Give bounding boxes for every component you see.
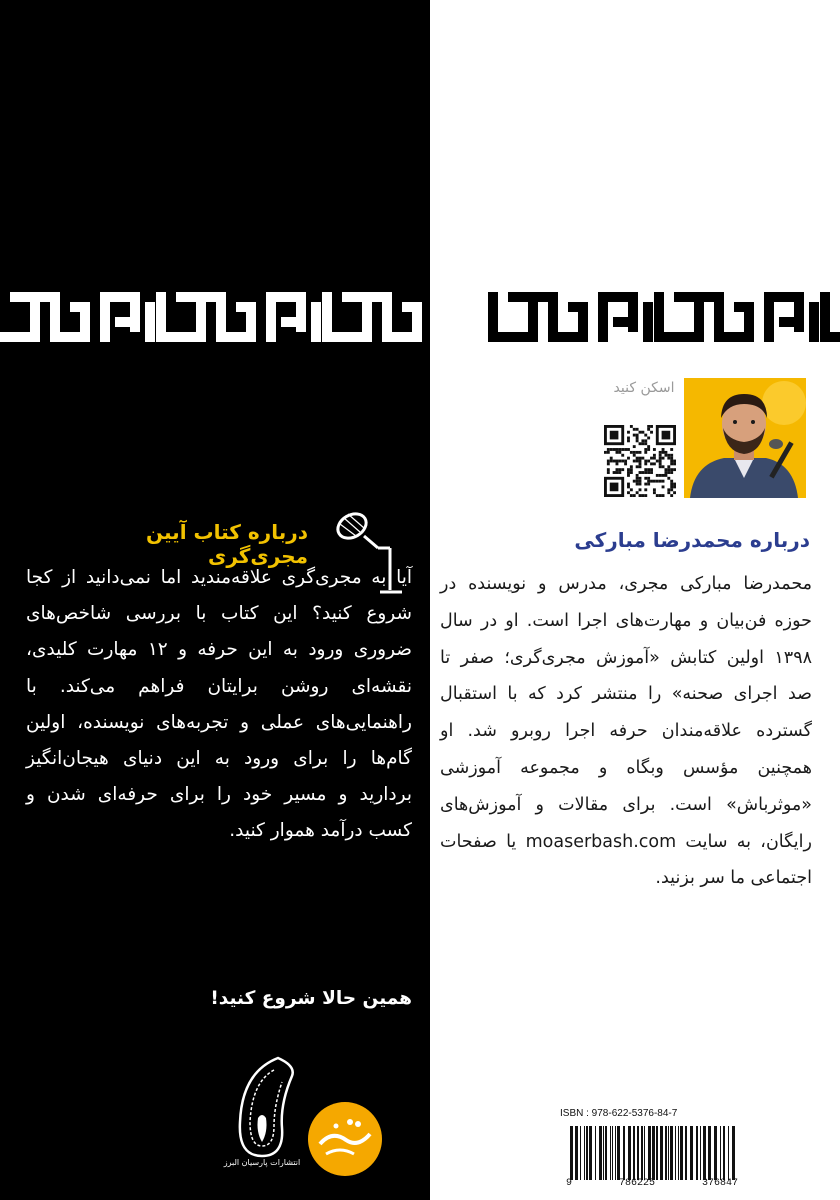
qr-cell [653,448,656,451]
qr-cell [656,480,659,483]
qr-cell [636,428,639,431]
scan-label: اسکن کنید [613,380,675,396]
qr-cell [636,477,639,480]
barcode-bar [623,1126,625,1180]
kufic-segment [226,332,256,342]
kufic-segment [714,292,724,342]
qr-cell [627,431,630,434]
kufic-segment [246,302,256,332]
qr-cell [650,431,653,434]
qr-cell [659,474,662,477]
qr-cell [639,483,642,486]
qr-cell [636,465,639,468]
qr-cell [653,462,656,465]
qr-cell [650,425,653,428]
barcode-bar [586,1126,588,1180]
qr-cell [613,471,616,474]
barcode [566,1126,738,1180]
qr-cell [673,462,676,465]
qr-cell [662,457,665,460]
barcode-bar [678,1126,679,1180]
qr-cell [670,454,673,457]
qr-cell [607,462,610,465]
barcode-bar [668,1126,669,1180]
barcode-bar [675,1126,676,1180]
qr-cell [636,437,639,440]
qr-cell [664,454,667,457]
kufic-segment [402,302,412,312]
kufic-segment [628,302,638,332]
barcode-bar [633,1126,635,1180]
qr-cell [670,480,673,483]
qr-cell [653,457,656,460]
kufic-segment [100,292,110,342]
qr-cell [667,471,670,474]
qr-cell [639,477,642,480]
isbn-label: ISBN : 978-622-5376-84-7 [560,1108,678,1119]
qr-cell [664,474,667,477]
qr-cell [647,445,650,448]
qr-cell [639,480,642,483]
barcode-bar [644,1126,645,1180]
qr-cell [667,454,670,457]
qr-cell [633,445,636,448]
kufic-segment [654,292,664,342]
qr-cell [650,480,653,483]
barcode-bar [641,1126,643,1180]
kufic-segment [392,332,422,342]
kufic-segment [734,302,744,312]
barcode-bar [703,1126,706,1180]
qr-cell [653,491,656,494]
qr-cell [618,460,621,463]
qr-cell [616,451,619,454]
qr-cell [644,468,647,471]
barcode-bar [589,1126,592,1180]
kufic-segment [442,292,472,302]
qr-cell [667,465,670,468]
barcode-digits [566,1178,738,1189]
kufic-segment [80,302,90,332]
qr-cell [662,474,665,477]
kufic-segment [477,302,487,342]
qr-cell [653,488,656,491]
kufic-segment [809,302,819,342]
qr-cell [670,462,673,465]
qr-cell [644,442,647,445]
qr-cell [636,460,639,463]
qr-cell [670,494,673,497]
barcode-bar [599,1126,602,1180]
qr-code-icon[interactable] [604,425,676,497]
qr-cell [621,454,624,457]
kufic-segment [694,302,704,342]
qr-cell [641,431,644,434]
qr-cell [647,483,650,486]
qr-cell [618,468,621,471]
qr-cell [627,491,630,494]
kufic-segment [774,292,804,302]
kufic-segment [830,332,840,342]
kufic-segment [216,292,226,342]
qr-cell [636,434,639,437]
kufic-segment [196,302,206,342]
qr-cell [616,460,619,463]
qr-cell [647,460,650,463]
qr-cell [673,460,676,463]
qr-cell [664,451,667,454]
qr-cell [670,485,673,488]
barcode-bar [690,1126,693,1180]
paisley-logo-icon [222,1052,302,1174]
qr-cell [644,462,647,465]
qr-cell [662,451,665,454]
barcode-bar [605,1126,607,1180]
kufic-segment [115,317,130,327]
barcode-bar [696,1126,698,1180]
barcode-bar [665,1126,667,1180]
qr-cell [644,477,647,480]
qr-cell [613,448,616,451]
kufic-segment [266,292,276,342]
qr-cell [630,471,633,474]
qr-cell [656,460,659,463]
kufic-segment [60,332,90,342]
barcode-bar [670,1126,673,1180]
qr-cell [667,468,670,471]
qr-cell [639,494,642,497]
barcode-bar [570,1126,573,1180]
barcode-bar [584,1126,585,1180]
qr-cell [639,488,642,491]
qr-cell [618,448,621,451]
qr-cell [639,431,642,434]
qr-cell [616,448,619,451]
barcode-digit-group: 786225 [618,1178,655,1189]
kufic-segment [276,292,306,302]
qr-cell [673,485,676,488]
qr-cell [624,448,627,451]
qr-cell [636,457,639,460]
qr-cell [662,485,665,488]
qr-cell [641,471,644,474]
qr-cell [662,480,665,483]
kufic-segment [558,332,588,342]
qr-cell [659,462,662,465]
barcode-bar [617,1126,620,1180]
kufic-segment [643,302,653,342]
qr-cell [616,462,619,465]
qr-cell [641,442,644,445]
kufic-segment [598,292,608,342]
qr-cell [647,468,650,471]
kufic-segment [528,302,538,342]
kufic-segment [382,292,392,342]
barcode-bar [615,1126,616,1180]
qr-cell [656,474,659,477]
qr-cell [613,460,616,463]
qr-cell [633,454,636,457]
author-bio-text: محمدرضا مبارکی مجری، مدرس و نویسنده در حوزه فن‌بیان و مهارت‌های اجرا است. او در سال ۱۳۹۸ اولین کتابش «آموزش مجری‌گری؛ صفر تا صد اجرای صحنه» را منتشر کرد که با استقبال گسترده علاقه‌مندان حرفه اجرا روبرو شد. او همچنین مؤسس وبگاه و مجموعه آموزشی «موثرباش» است. برای مقالات و آموزش‌های رایگان، به سایت moaserbash.com یا صفحات اجتماعی ما سر بزنید. [440,574,812,889]
qr-cell [627,483,630,486]
kufic-segment [820,292,830,342]
kufic-segment [432,292,442,342]
qr-cell [627,437,630,440]
qr-cell [659,454,662,457]
barcode-bar [720,1126,721,1180]
qr-cell [607,448,610,451]
qr-cell [647,471,650,474]
qr-cell [636,439,639,442]
kufic-segment [724,332,754,342]
qr-cell [636,480,639,483]
qr-cell [670,457,673,460]
qr-cell [639,451,642,454]
qr-cell [659,451,662,454]
qr-cell [667,488,670,491]
qr-cell [647,448,650,451]
barcode-bar [680,1126,683,1180]
qr-cell [644,460,647,463]
kufic-segment [70,302,80,312]
qr-cell [650,457,653,460]
barcode-bar [660,1126,663,1180]
qr-cell [630,494,633,497]
qr-cell [662,465,665,468]
qr-cell [621,448,624,451]
qr-cell [664,471,667,474]
kufic-segment [296,302,306,332]
qr-cell [610,448,613,451]
qr-cell [636,483,639,486]
qr-cell [636,491,639,494]
book-call-to-action: همین حالا شروع کنید! [210,988,412,1009]
kufic-segment [462,302,472,332]
qr-cell [633,480,636,483]
qr-cell [639,457,642,460]
kufic-segment [568,302,578,312]
qr-cell [673,468,676,471]
barcode-bar [648,1126,651,1180]
book-heading: درباره کتاب آیین مجری‌گری [146,520,308,568]
qr-cell [641,494,644,497]
qr-cell [633,460,636,463]
barcode-digit-group: 376847 [701,1178,738,1189]
barcode-bar [708,1126,711,1180]
kufic-segment [362,302,372,342]
qr-cell [624,460,627,463]
barcode-bar [612,1126,613,1180]
kufic-segment [322,292,332,342]
kufic-segment [311,302,321,342]
qr-cell [644,494,647,497]
qr-cell [667,491,670,494]
qr-cell [647,477,650,480]
qr-cell [630,465,633,468]
qr-cell [644,451,647,454]
barcode-bar [732,1126,735,1180]
kufic-segment [764,292,774,342]
barcode-bar [637,1126,639,1180]
qr-cell [639,462,642,465]
qr-cell [607,468,610,471]
qr-cell [670,448,673,451]
kufic-segment [412,302,422,332]
barcode-bar [723,1126,725,1180]
qr-cell [670,468,673,471]
kufic-segment [608,292,638,302]
kufic-segment [156,292,166,342]
qr-cell [639,460,642,463]
kufic-segment [744,302,754,332]
publisher-name: انتشارات پارسیان البرز [223,1158,301,1167]
kufic-segment [794,302,804,332]
kufic-segment [145,302,155,342]
qr-cell [667,457,670,460]
kufic-segment [447,317,462,327]
barcode-bar [714,1126,717,1180]
qr-cell [641,439,644,442]
qr-cell [647,480,650,483]
barcode-bar [652,1126,655,1180]
qr-cell [670,483,673,486]
qr-cell [607,471,610,474]
qr-cell [647,437,650,440]
qr-cell [641,457,644,460]
qr-cell [627,485,630,488]
author-bio [440,566,812,897]
kufic-segment [236,302,246,312]
qr-cell [624,462,627,465]
qr-cell [644,471,647,474]
book-description: آیا به مجری‌گری علاقه‌مندید اما نمی‌دانید از کجا شروع کنید؟ این کتاب با بررسی شاخص‌های ضروری ورود به این حرفه و ۱۲ مهارت کلیدی، نقشه‌ای روشن برایتان فراهم می‌کند. با راهنمایی‌های عملی و تجربه‌های نویسنده، اولین گام‌ها را برای ورود به این دنیای هیجان‌انگیز بردارید و مسیر خود را برای حرفه‌ای شدن و کسب درآمد هموار کنید. [26,567,412,842]
qr-cell [639,465,642,468]
qr-cell [664,468,667,471]
qr-cell [644,488,647,491]
qr-cell [656,494,659,497]
qr-cell [670,460,673,463]
qr-cell [618,451,621,454]
qr-cell [610,457,613,460]
qr-cell [610,460,613,463]
barcode-bar [603,1126,604,1180]
qr-cell [662,494,665,497]
qr-cell [650,462,653,465]
qr-cell [659,494,662,497]
kufic-segment [281,317,296,327]
qr-cell [647,425,650,428]
qr-cell [627,439,630,442]
qr-cell [662,448,665,451]
qr-cell [667,477,670,480]
qr-cell [616,471,619,474]
qr-cell [621,460,624,463]
qr-cell [627,468,630,471]
qr-cell [650,471,653,474]
qr-cell [636,474,639,477]
kufic-segment [30,302,40,342]
kufic-segment [779,317,794,327]
qr-cell [616,468,619,471]
qr-cell [627,474,630,477]
qr-cell [636,451,639,454]
qr-cell [621,468,624,471]
barcode-bar [628,1126,631,1180]
barcode-bar [575,1126,578,1180]
barcode-bar [610,1126,611,1180]
kufic-segment [50,292,60,342]
qr-cell [633,428,636,431]
kufic-segment [613,317,628,327]
qr-cell [633,451,636,454]
qr-cell [670,488,673,491]
qr-cell [630,488,633,491]
kufic-segment [130,302,140,332]
barcode-bar [656,1126,658,1180]
qr-cell [607,451,610,454]
kufic-segment [578,302,588,332]
barcode-bar [700,1126,701,1180]
author-photo [684,378,806,498]
qr-cell [647,428,650,431]
qr-cell [650,468,653,471]
qr-cell [630,451,633,454]
qr-cell [630,468,633,471]
barcode-bar [595,1126,596,1180]
barcode-bar [685,1126,687,1180]
qr-cell [604,451,607,454]
moaserbash-logo-icon [306,1100,384,1178]
barcode-bar [728,1126,729,1180]
qr-cell [627,457,630,460]
qr-cell [659,457,662,460]
qr-cell [653,480,656,483]
qr-cell [639,442,642,445]
qr-cell [627,471,630,474]
barcode-bar [580,1126,581,1180]
author-heading: درباره محمدرضا مبارکی [574,528,810,552]
qr-cell [659,460,662,463]
qr-cell [633,494,636,497]
kufic-segment [488,292,498,342]
qr-cell [659,465,662,468]
qr-cell [627,448,630,451]
kufic-pattern-band [0,292,840,342]
qr-cell [673,491,676,494]
qr-cell [670,471,673,474]
qr-cell [618,471,621,474]
kufic-segment [110,292,140,302]
qr-cell [659,480,662,483]
barcode-digit-group: 9 [566,1178,573,1189]
qr-cell [639,471,642,474]
qr-cell [644,483,647,486]
qr-cell [633,434,636,437]
qr-cell [644,439,647,442]
qr-cell [653,454,656,457]
kufic-segment [548,292,558,342]
qr-cell [630,425,633,428]
qr-cell [607,460,610,463]
qr-cell [673,483,676,486]
qr-cell [644,448,647,451]
qr-cell [644,434,647,437]
